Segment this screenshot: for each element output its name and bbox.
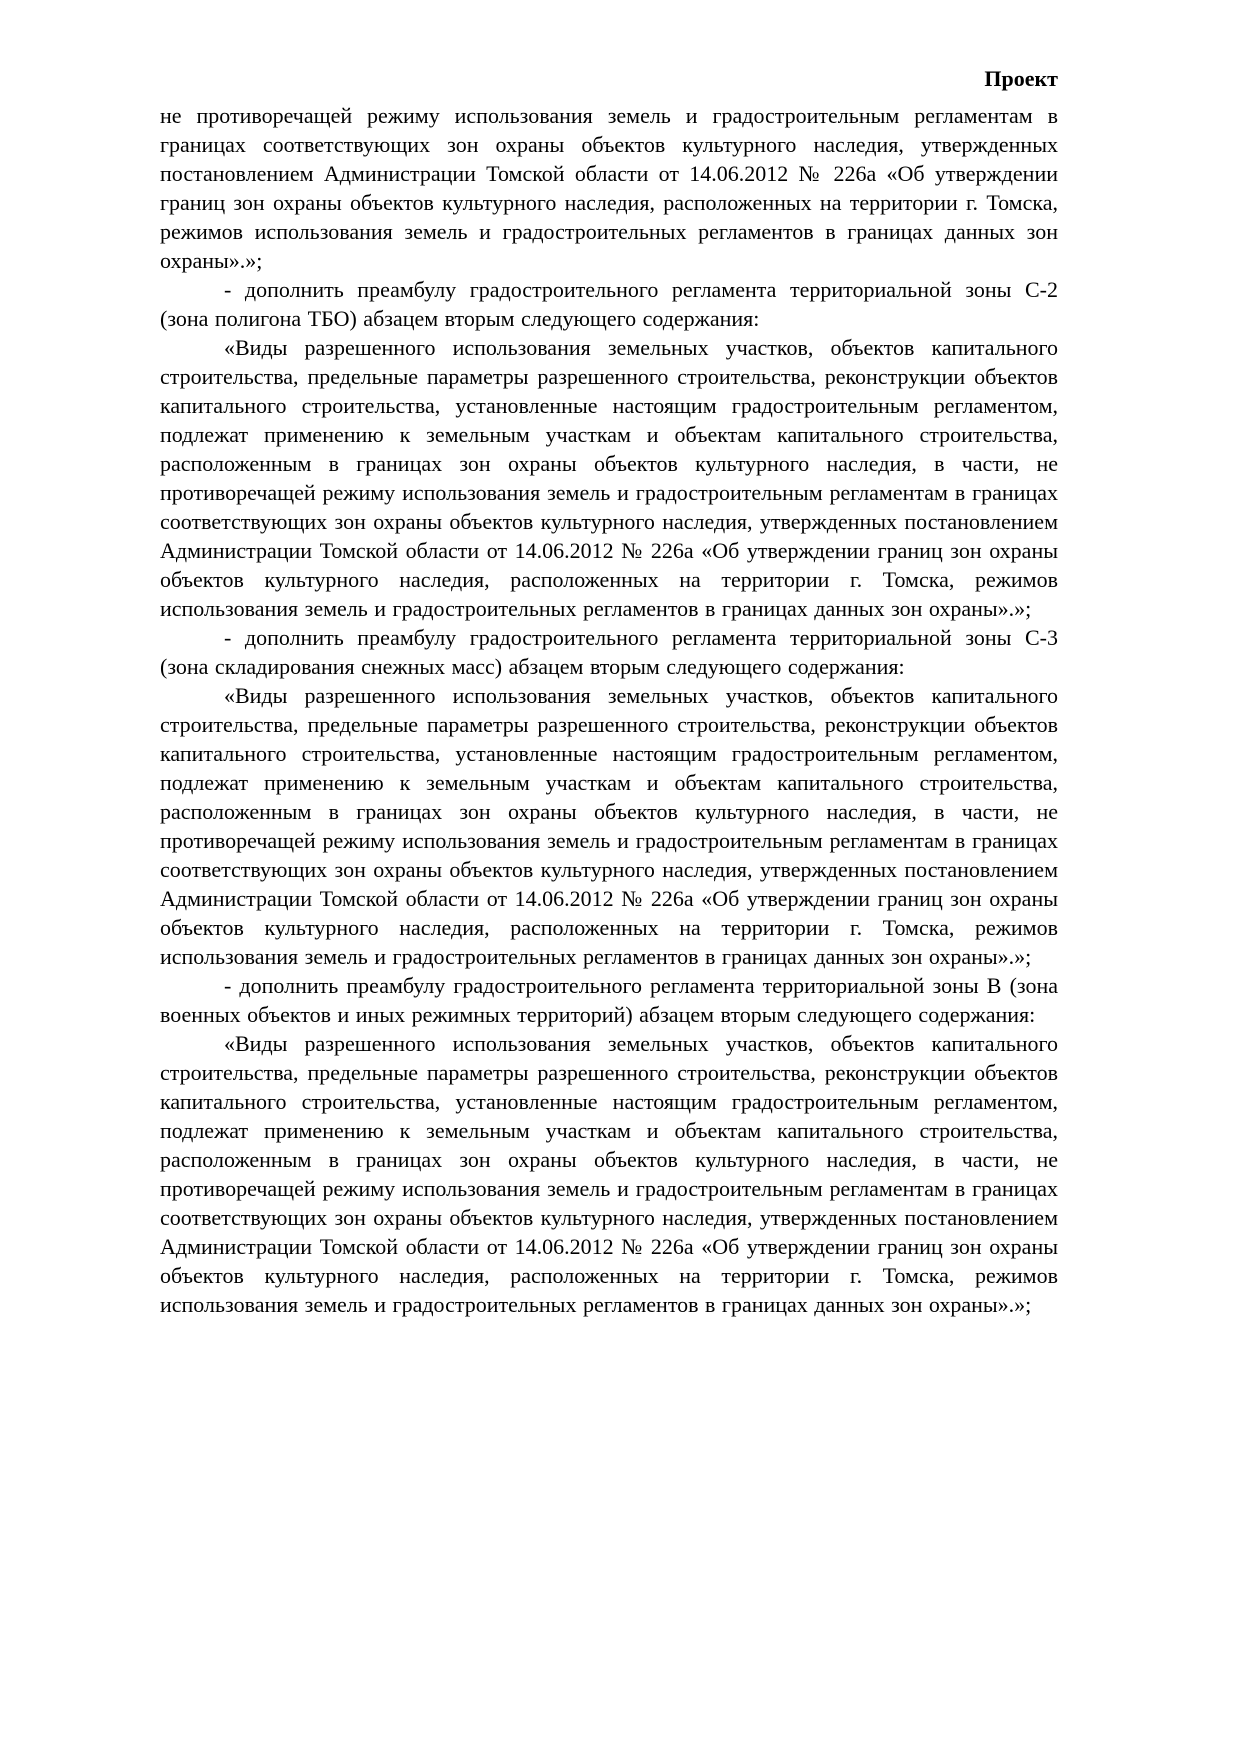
amendment-clause-zone-s3: - дополнить преамбулу градостроительного регламента территориальной зоны С-3 (зона складирования снежных масс) абзацем вторым следующего содержания: bbox=[160, 625, 1058, 679]
document-draft-label: Проект bbox=[984, 66, 1058, 91]
amendment-clause-zone-v: - дополнить преамбулу градостроительного регламента территориальной зоны В (зона военных объектов и иных режимных территорий) абзацем вторым следующего содержания: bbox=[160, 973, 1058, 1027]
amendment-clause-zone-s2: - дополнить преамбулу градостроительного регламента территориальной зоны С-2 (зона полигона ТБО) абзацем вторым следующего содержания: bbox=[160, 277, 1058, 331]
regulation-preamble-text-s3: «Виды разрешенного использования земельных участков, объектов капитального строительства, предельные параметры разрешенного строительства, реконструкции объектов капитального строительства, установленные настоящим градостроительным регламентом, подлежат применению к земельным участкам и объектам капитального строительства, расположенным в границах зон охраны объектов культурного наследия, в части, не противоречащей режиму использования земель и градостроительным регламентам в границах соответствующих зон охраны объектов культурного наследия, утвержденных постановлением Администрации Томской области от 14.06.2012 № 226а «Об утверждении границ зон охраны объектов культурного наследия, расположенных на территории г. Томска, режимов использования земель и градостроительных регламентов в границах данных зон охраны».»; bbox=[160, 683, 1058, 969]
paragraph-continuation: не противоречащей режиму использования земель и градостроительным регламентам в границах соответствующих зон охраны объектов культурного наследия, утвержденных постановлением Администрации Томской области от 14.06.2012 № 226а «Об утверждении границ зон охраны объектов культурного наследия, расположенных на территории г. Томска, режимов использования земель и градостроительных регламентов в границах данных зон охраны».»; bbox=[160, 103, 1058, 273]
regulation-preamble-text-v: «Виды разрешенного использования земельных участков, объектов капитального строительства, предельные параметры разрешенного строительства, реконструкции объектов капитального строительства, установленные настоящим градостроительным регламентом, подлежат применению к земельным участкам и объектам капитального строительства, расположенным в границах зон охраны объектов культурного наследия, в части, не противоречащей режиму использования земель и градостроительным регламентам в границах соответствующих зон охраны объектов культурного наследия, утвержденных постановлением Администрации Томской области от 14.06.2012 № 226а «Об утверждении границ зон охраны объектов культурного наследия, расположенных на территории г. Томска, режимов использования земель и градостроительных регламентов в границах данных зон охраны».»; bbox=[160, 1031, 1058, 1317]
regulation-preamble-text-s2: «Виды разрешенного использования земельных участков, объектов капитального строительства, предельные параметры разрешенного строительства, реконструкции объектов капитального строительства, установленные настоящим градостроительным регламентом, подлежат применению к земельным участкам и объектам капитального строительства, расположенным в границах зон охраны объектов культурного наследия, в части, не противоречащей режиму использования земель и градостроительным регламентам в границах соответствующих зон охраны объектов культурного наследия, утвержденных постановлением Администрации Томской области от 14.06.2012 № 226а «Об утверждении границ зон охраны объектов культурного наследия, расположенных на территории г. Томска, режимов использования земель и градостроительных регламентов в границах данных зон охраны».»; bbox=[160, 335, 1058, 621]
